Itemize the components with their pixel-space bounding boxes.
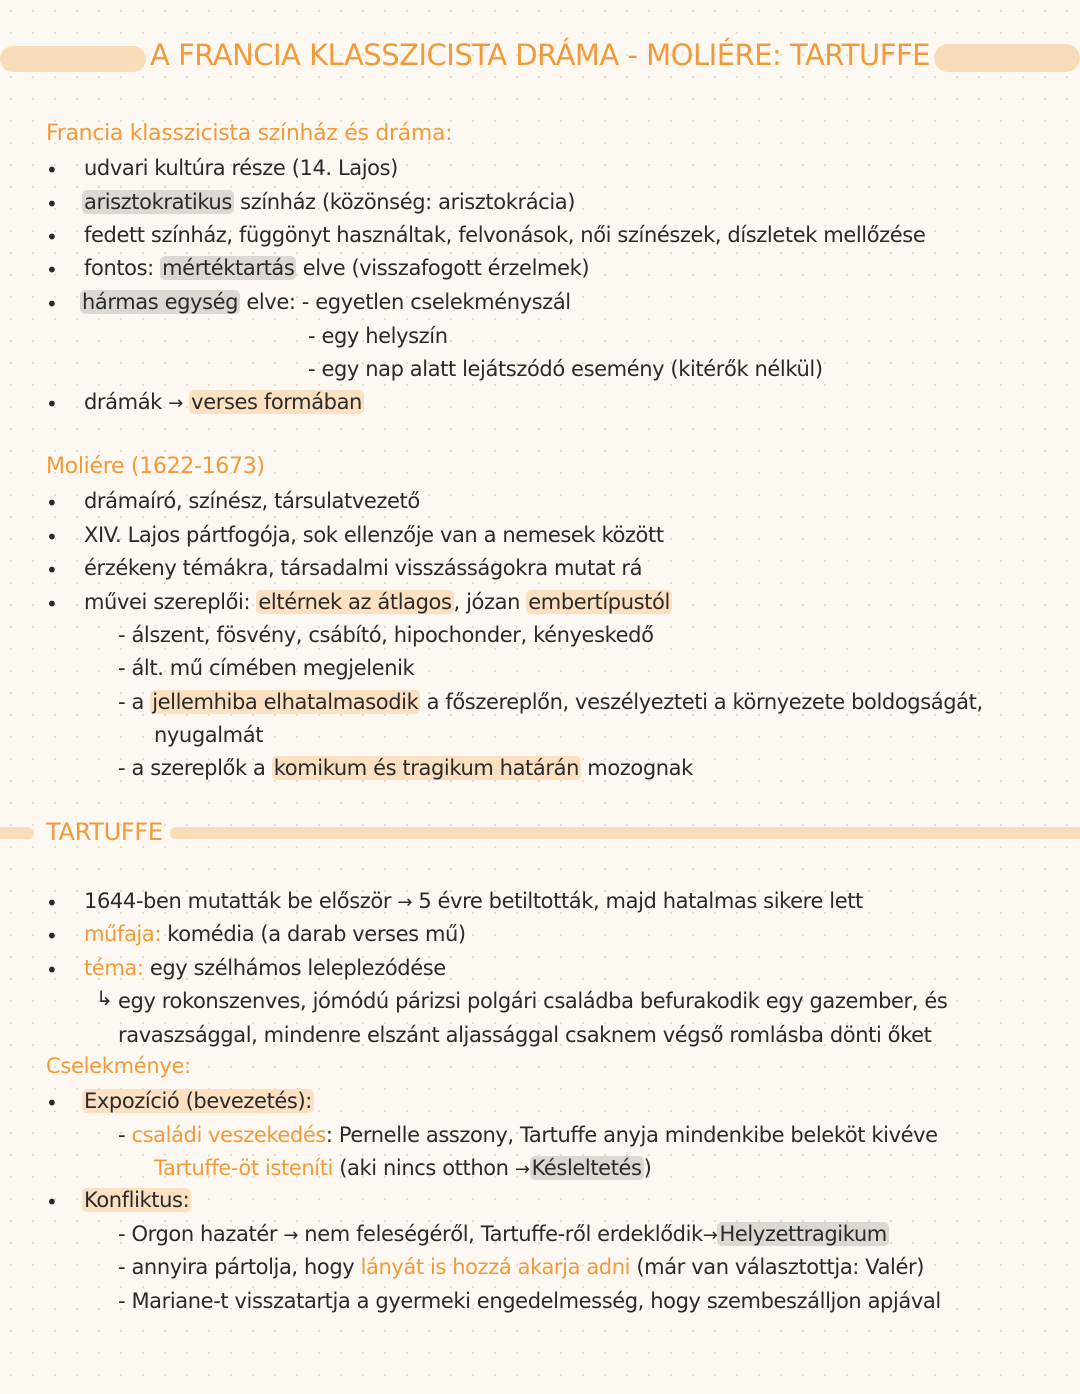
list-subitem-continuation: [154, 1154, 651, 1184]
section-band-left: [0, 827, 34, 839]
list-subitem-continuation: nyugalmát: [154, 723, 264, 747]
list-item: [84, 887, 863, 917]
text: (aki nincs otthon: [332, 1156, 515, 1180]
list-item: [84, 920, 466, 948]
list-subitem: [118, 1253, 924, 1281]
section-heading-moliere: Moliére (1622-1673): [46, 454, 265, 479]
list-item: fedett színház, függönyt használtak, felvonások, női színészek, díszletek mellőzése: [84, 223, 926, 247]
list-item: XIV. Lajos pártfogója, sok ellenzője van a nemesek között: [84, 523, 664, 547]
highlight: komikum és tragikum határán: [273, 756, 579, 780]
bullet-marker: •: [46, 491, 58, 515]
arrow-icon: →: [168, 393, 183, 414]
bullet-marker: •: [46, 525, 58, 549]
text: színház (közönség: arisztokrácia): [233, 190, 576, 214]
highlight: Konfliktus:: [84, 1188, 190, 1212]
text: - Orgon hazatér: [118, 1222, 284, 1246]
list-subitem: [118, 1121, 938, 1149]
text: Tartuffe-öt isteníti: [154, 1156, 333, 1180]
label: téma:: [84, 956, 144, 980]
arrow-icon: →: [702, 1225, 718, 1246]
section-band-right: [170, 827, 1080, 839]
highlight: embertípustól: [528, 590, 670, 614]
list-subitem: - ált. mű címében megjelenik: [118, 656, 415, 680]
text: komédia (a darab verses mű): [161, 922, 466, 946]
list-item: [84, 388, 364, 418]
text: egy szélhámos leleplezódése: [143, 956, 446, 980]
highlight: jellemhiba elhatalmasodik: [152, 690, 419, 714]
text: nem feleségéről, Tartuffe-ről erdeklődik: [298, 1222, 703, 1246]
list-subitem: [118, 754, 693, 782]
text: lányát is hozzá akarja adni: [360, 1255, 631, 1279]
highlight: Expozíció (bevezetés):: [84, 1089, 312, 1113]
list-item: érzékeny témákra, társadalmi visszásságokra mutat rá: [84, 556, 643, 580]
bullet-marker: •: [46, 958, 58, 982]
text: ): [643, 1156, 652, 1180]
bullet-marker: •: [46, 292, 58, 316]
text: - a szereplők a: [118, 756, 272, 780]
text: művei szereplői:: [84, 590, 257, 614]
highlight: arisztokratikus: [84, 190, 232, 214]
list-subitem: - egy helyszín: [308, 324, 448, 348]
list-subitem: - álszent, fösvény, csábító, hipochonder, kényeskedő: [118, 623, 654, 647]
arrow-icon: →: [397, 892, 413, 913]
list-subitem: [118, 688, 983, 716]
bullet-marker: •: [46, 592, 58, 616]
label: műfaja:: [84, 922, 162, 946]
list-item: [82, 1186, 191, 1214]
list-item: drámaíró, színész, társulatvezető: [84, 489, 420, 513]
list-item: [82, 188, 575, 216]
bullet-marker: •: [46, 192, 58, 216]
highlight: mértéktartás: [162, 256, 295, 280]
highlight: Késleltetés: [531, 1156, 642, 1180]
text: (már van választottja: Valér): [630, 1255, 925, 1279]
bullet-marker: •: [46, 392, 58, 416]
curved-arrow-icon: ↳: [96, 986, 113, 1010]
bullet-marker: •: [46, 225, 58, 249]
list-subitem: [118, 1220, 889, 1250]
section-heading-tartuffe: TARTUFFE: [46, 818, 163, 846]
text: 5 évre betiltották, majd hatalmas sikere lett: [412, 889, 863, 913]
list-item: [84, 254, 589, 282]
bullet-marker: •: [46, 1190, 58, 1214]
plot-heading: Cselekménye:: [46, 1054, 191, 1078]
text: , józan: [453, 590, 527, 614]
highlight: eltérnek az átlagos: [258, 590, 452, 614]
list-item: [80, 288, 571, 316]
text: elve (visszafogott érzelmek): [296, 256, 590, 280]
list-subitem-continuation: ravaszsággal, mindenre elszánt aljassággal csaknem végső romlásba dönti őket: [118, 1023, 932, 1047]
text: 1644-ben mutatták be először: [84, 889, 398, 913]
page-title: A FRANCIA KLASSZICISTA DRÁMA - MOLIÉRE: TARTUFFE: [150, 38, 930, 72]
text: : Pernelle asszony, Tartuffe anyja mindenkibe beleköt kivéve: [325, 1123, 938, 1147]
list-item: [82, 1087, 314, 1115]
list-subitem: egy rokonszenves, jómódú párizsi polgári családba befurakodik egy gazember, és: [118, 989, 948, 1013]
text: családi veszekedés: [131, 1123, 326, 1147]
text: mozognak: [580, 756, 693, 780]
text: drámák: [84, 390, 169, 414]
text: -: [118, 1123, 132, 1147]
text: elve: - egyetlen cselekményszál: [240, 290, 571, 314]
text: a főszereplőn, veszélyezteti a környezete boldogságát,: [420, 690, 983, 714]
list-subitem: - egy nap alatt lejátszódó esemény (kitérők nélkül): [308, 357, 823, 381]
text: - annyira pártolja, hogy: [118, 1255, 361, 1279]
bullet-marker: •: [46, 558, 58, 582]
bullet-marker: •: [46, 158, 58, 182]
highlight: hármas egység: [82, 290, 239, 314]
list-subitem: - Mariane-t visszatartja a gyermeki engedelmesség, hogy szembeszálljon apjával: [118, 1289, 941, 1313]
arrow-icon: →: [514, 1159, 530, 1180]
list-item: [84, 588, 672, 616]
section-heading-theatre: Francia klasszicista színház és dráma:: [46, 121, 453, 146]
arrow-icon: →: [283, 1225, 299, 1246]
list-item: [84, 954, 446, 982]
list-item: udvari kultúra része (14. Lajos): [84, 156, 398, 180]
text: - a: [118, 690, 151, 714]
bullet-marker: •: [46, 258, 58, 282]
text: fontos:: [84, 256, 161, 280]
bullet-marker: •: [46, 1091, 58, 1115]
bullet-marker: •: [46, 924, 58, 948]
highlight: verses formában: [191, 390, 362, 414]
highlight: Helyzettragikum: [719, 1222, 887, 1246]
bullet-marker: •: [46, 891, 58, 915]
